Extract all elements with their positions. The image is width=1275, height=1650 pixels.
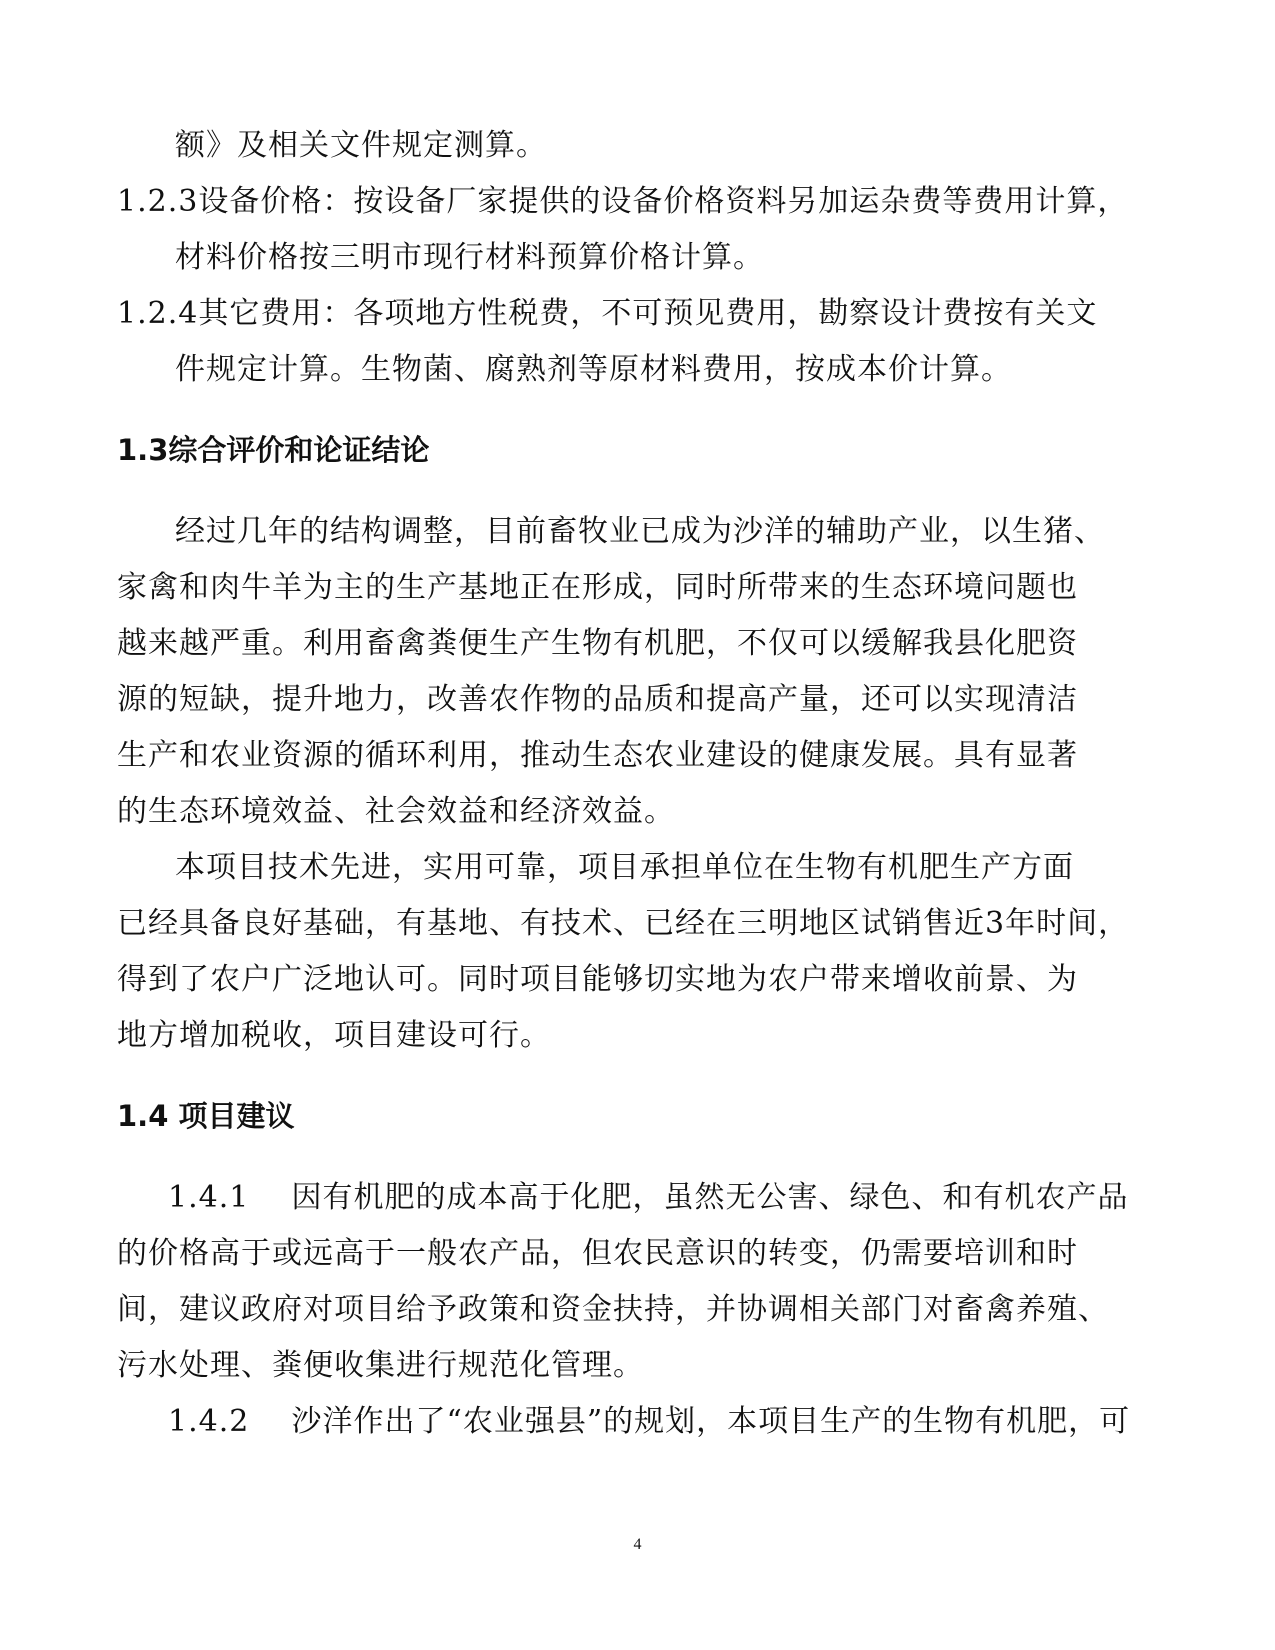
paragraph-line: 生产和农业资源的循环利用，推动生态农业建设的健康发展。具有显著: [117, 738, 1078, 773]
item-1-4-2-line: 1.4.2 沙洋作出了“农业强县”的规划，本项目生产的生物有机肥，可: [168, 1404, 1131, 1439]
paragraph-line: 得到了农户广泛地认可。同时项目能够切实地为农户带来增收前景、为: [117, 962, 1078, 997]
paragraph-line: 源的短缺，提升地力，改善农作物的品质和提高产量，还可以实现清洁: [117, 682, 1078, 717]
section-heading-1-4: 1.4 项目建议: [117, 1099, 295, 1133]
item-1-2-3-line: 材料价格按三明市现行材料预算价格计算。: [175, 240, 764, 275]
item-1-4-1-line: 间，建议政府对项目给予政策和资金扶持，并协调相关部门对畜禽养殖、: [117, 1292, 1109, 1327]
item-1-2-3-line: 1.2.3设备价格：按设备厂家提供的设备价格资料另加运杂费等费用计算，: [117, 184, 1129, 219]
paragraph-line: 经过几年的结构调整，目前畜牧业已成为沙洋的辅助产业，以生猪、: [175, 514, 1105, 549]
item-1-2-4-line: 1.2.4其它费用：各项地方性税费，不可预见费用，勘察设计费按有关文: [117, 296, 1098, 331]
paragraph-line: 越来越严重。利用畜禽粪便生产生物有机肥，不仅可以缓解我县化肥资: [117, 626, 1078, 661]
item-1-4-1-line: 的价格高于或远高于一般农产品，但农民意识的转变，仍需要培训和时: [117, 1236, 1078, 1271]
paragraph-line: 已经具备良好基础，有基地、有技术、已经在三明地区试销售近3年时间，: [117, 906, 1130, 941]
paragraph-line: 的生态环境效益、社会效益和经济效益。: [117, 794, 675, 829]
paragraph-line: 本项目技术先进，实用可靠，项目承担单位在生物有机肥生产方面: [175, 850, 1074, 885]
paragraph-line: 地方增加税收，项目建设可行。: [117, 1018, 551, 1053]
item-1-4-1-line: 污水处理、粪便收集进行规范化管理。: [117, 1348, 644, 1383]
text-line: 额》及相关文件规定测算。: [175, 128, 547, 163]
page-number: 4: [633, 1536, 642, 1553]
item-1-2-4-line: 件规定计算。生物菌、腐熟剂等原材料费用，按成本价计算。: [175, 352, 1012, 387]
item-1-4-1-line: 1.4.1 因有机肥的成本高于化肥，虽然无公害、绿色、和有机农产品: [168, 1180, 1129, 1215]
section-heading-1-3: 1.3综合评价和论证结论: [117, 433, 430, 467]
paragraph-line: 家禽和肉牛羊为主的生产基地正在形成，同时所带来的生态环境问题也: [117, 570, 1078, 605]
